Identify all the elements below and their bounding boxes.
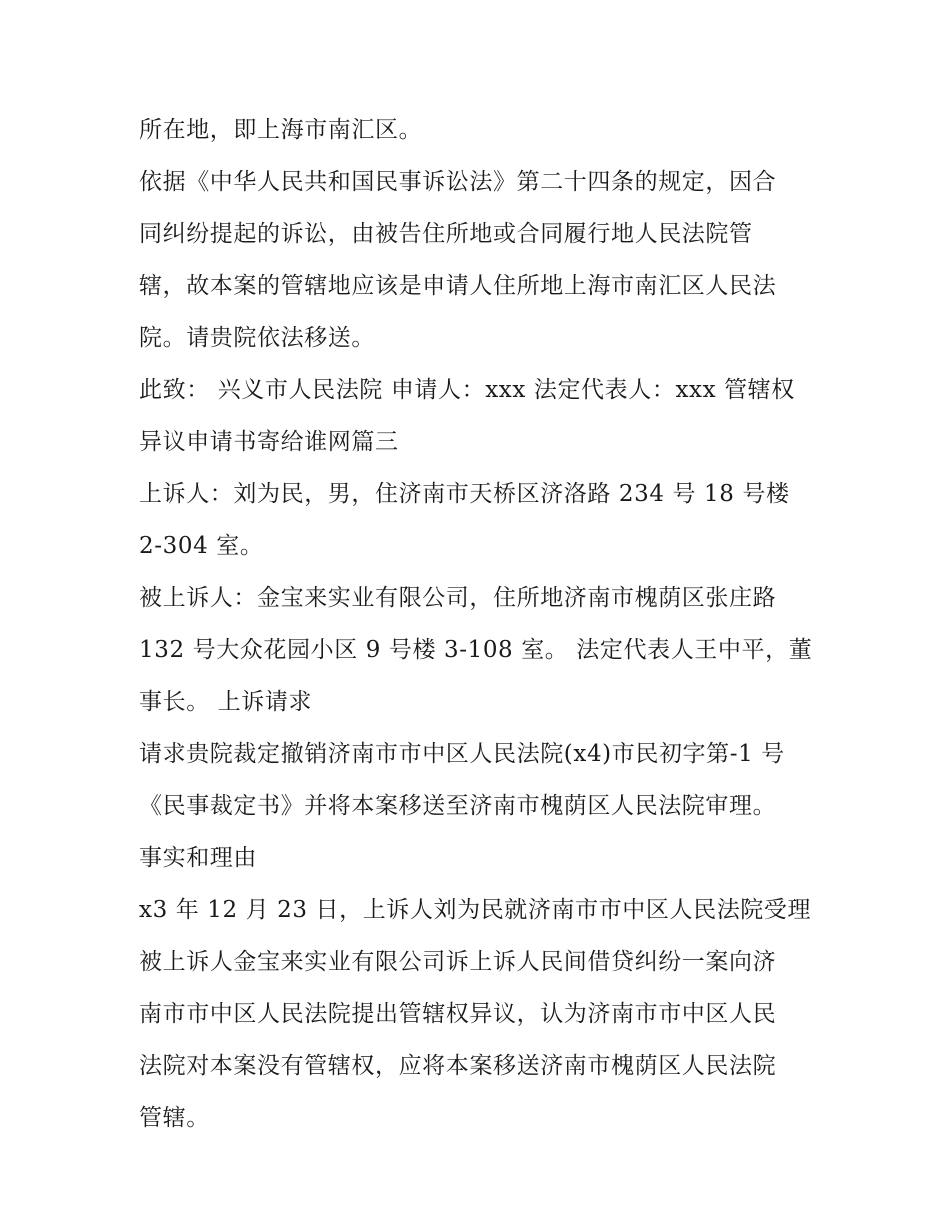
- text-line: 请求贵院裁定撤销济南市市中区人民法院(x4)市民初字第-1 号: [139, 741, 785, 767]
- text-line: 所在地，即上海市南汇区。: [139, 117, 423, 143]
- text-line: 此致： 兴义市人民法院 申请人：xxx 法定代表人：xxx 管辖权: [139, 377, 795, 403]
- text-line: 132 号大众花园小区 9 号楼 3-108 室。 法定代表人王中平，董: [139, 637, 813, 663]
- text-line: 辖，故本案的管辖地应该是申请人住所地上海市南汇区人民法: [139, 273, 777, 299]
- text-line: 同纠纷提起的诉讼，由被告住所地或合同履行地人民法院管: [139, 221, 753, 247]
- text-line: 《民事裁定书》并将本案移送至济南市槐荫区人民法院审理。: [139, 793, 777, 819]
- text-line: 法院对本案没有管辖权，应将本案移送济南市槐荫区人民法院: [139, 1053, 777, 1079]
- text-line: 上诉人：刘为民，男，住济南市天桥区济洛路 234 号 18 号楼: [139, 481, 790, 507]
- document-body: [139, 104, 819, 1144]
- text-line: 事实和理由: [139, 845, 257, 871]
- text-line: 依据《中华人民共和国民事诉讼法》第二十四条的规定，因合: [139, 169, 777, 195]
- text-line: 异议申请书寄给谁网篇三: [139, 429, 399, 455]
- text-line: 南市市中区人民法院提出管辖权异议，认为济南市市中区人民: [139, 1001, 777, 1027]
- text-line: x3 年 12 月 23 日，上诉人刘为民就济南市市中区人民法院受理: [139, 897, 812, 923]
- text-line: 事长。 上诉请求: [139, 689, 313, 715]
- text-line: 院。请贵院依法移送。: [139, 325, 375, 351]
- text-line: 管辖。: [139, 1105, 210, 1131]
- text-line: 被上诉人：金宝来实业有限公司，住所地济南市槐荫区张庄路: [139, 585, 777, 611]
- text-line: 被上诉人金宝来实业有限公司诉上诉人民间借贷纠纷一案向济: [139, 949, 777, 975]
- text-line: 2-304 室。: [139, 533, 264, 559]
